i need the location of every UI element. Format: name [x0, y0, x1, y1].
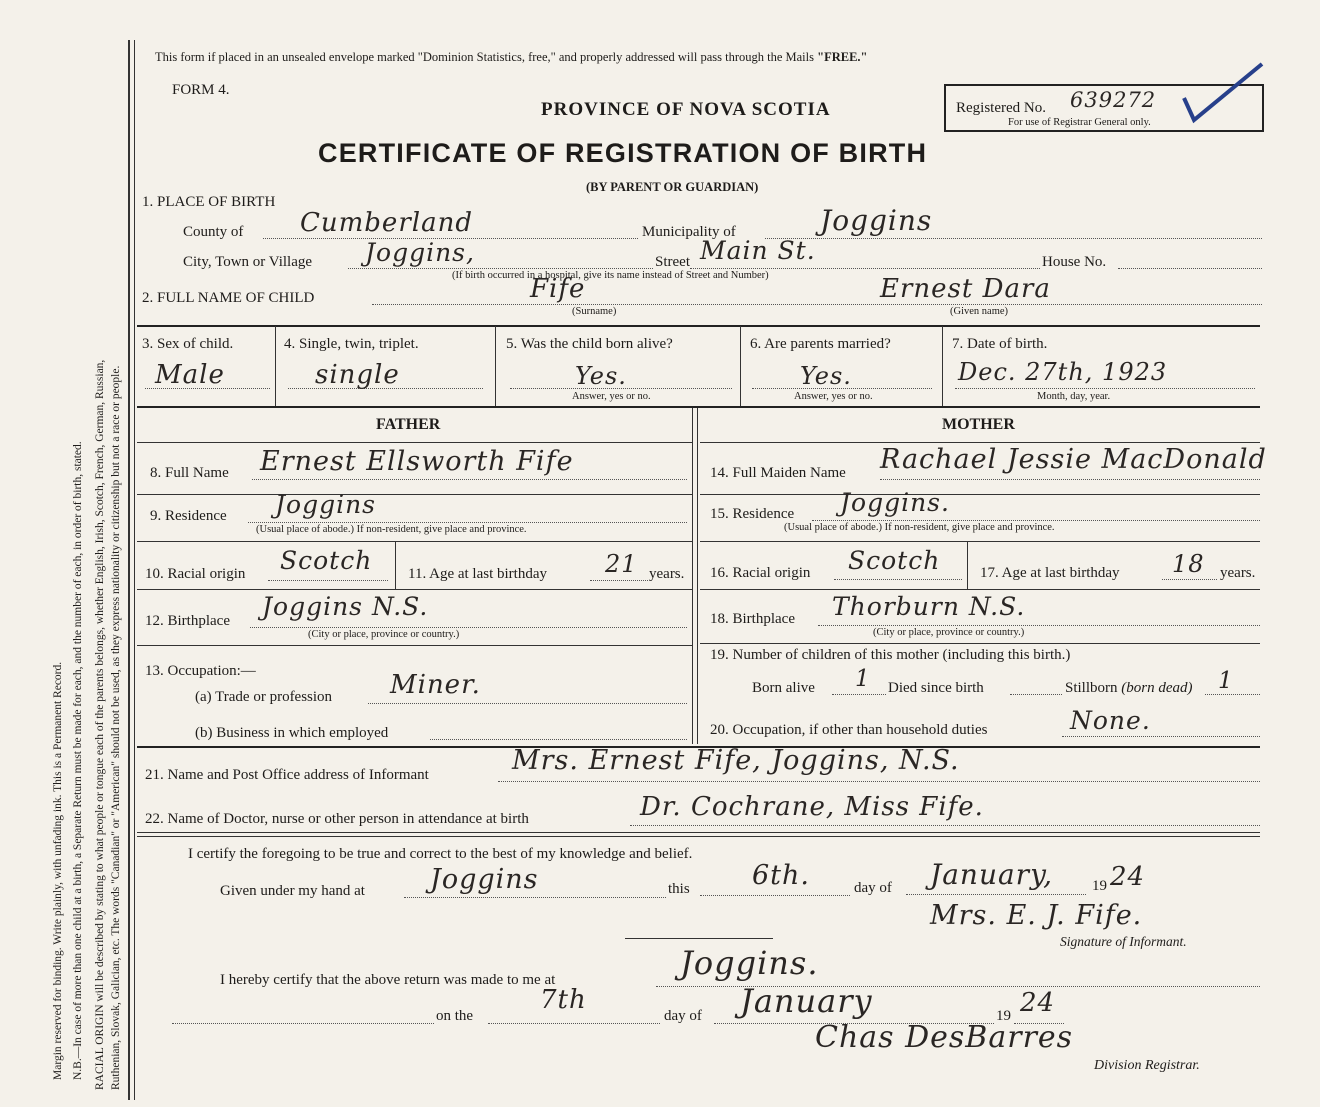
- mother-age-label: 17. Age at last birthday: [980, 565, 1120, 581]
- registered-value: 639272: [1070, 88, 1157, 112]
- municipality-label: Municipality of: [642, 224, 736, 240]
- parents-married-value: Yes.: [800, 362, 852, 390]
- certificate-subtitle: (BY PARENT OR GUARDIAN): [586, 180, 759, 194]
- house-number-label: House No.: [1042, 254, 1107, 270]
- mother-birthplace-label: 18. Birthplace: [710, 611, 795, 627]
- mother-heading: MOTHER: [942, 416, 1015, 433]
- side-note-racial-2: Ruthenian, Slovak, Galician, etc. The words "Canadian" or "American" should not be used, as they express nationality or citizenship but not a race or people.: [110, 365, 122, 1090]
- father-age-label: 11. Age at last birthday: [408, 566, 547, 582]
- single-twin-value: single: [315, 360, 400, 390]
- certificate-title: CERTIFICATE OF REGISTRATION OF BIRTH: [318, 138, 928, 168]
- registrar-signature: Chas DesBarres: [815, 1020, 1074, 1055]
- mother-birthplace-note: (City or place, province or country.): [873, 627, 1025, 638]
- parents-married-label: 6. Are parents married?: [750, 336, 891, 352]
- stillborn-value: 1: [1218, 668, 1234, 694]
- municipality-value: Joggins: [820, 204, 933, 237]
- margin-rule-inner: [134, 40, 135, 1100]
- mother-name-value: Rachael Jessie MacDonald: [880, 444, 1267, 475]
- county-label: County of: [183, 224, 244, 240]
- parents-married-note: Answer, yes or no.: [794, 391, 873, 402]
- mother-age-value: 18: [1172, 550, 1205, 578]
- province-heading: PROVINCE OF NOVA SCOTIA: [541, 99, 831, 120]
- child-name-label: 2. FULL NAME OF CHILD: [142, 290, 315, 306]
- born-alive-note: Answer, yes or no.: [572, 391, 651, 402]
- child-given-value: Ernest Dara: [880, 274, 1051, 304]
- given-under-hand-label: Given under my hand at: [220, 883, 365, 899]
- father-age-value: 21: [605, 550, 638, 578]
- surname-note: (Surname): [572, 306, 617, 317]
- father-business-label: (b) Business in which employed: [195, 725, 389, 741]
- attendant-label: 22. Name of Doctor, nurse or other person in attendance at birth: [145, 811, 529, 827]
- date-of-birth-note: Month, day, year.: [1037, 391, 1111, 402]
- certify-day-value: 6th.: [752, 860, 810, 891]
- registrar-statement: I hereby certify that the above return was made to me at: [220, 972, 556, 988]
- mother-residence-note: (Usual place of abode.) If non-resident, give place and province.: [784, 522, 1055, 533]
- sex-value: Male: [155, 360, 225, 390]
- registrar-year-value: 24: [1020, 988, 1056, 1018]
- certify-year-prefix: 19: [1092, 878, 1107, 894]
- mother-residence-value: Joggins.: [840, 488, 950, 517]
- born-alive-count-label: Born alive: [752, 680, 815, 696]
- hospital-note: (If birth occurred in a hospital, give its name instead of Street and Number): [452, 270, 769, 281]
- registered-number-box: [944, 84, 1264, 132]
- city-label: City, Town or Village: [183, 254, 313, 270]
- form-number: FORM 4.: [172, 82, 230, 98]
- registrar-day-value: 7th: [540, 985, 587, 1015]
- certify-month-value: January,: [930, 858, 1054, 891]
- mail-note: This form if placed in an unsealed envelope marked "Dominion Statistics, free," and properly addressed will pass through the Mails "FREE.": [155, 50, 868, 64]
- informant-value: Mrs. Ernest Fife, Joggins, N.S.: [512, 745, 960, 776]
- check-mark-icon: [1176, 58, 1276, 128]
- county-value: Cumberland: [300, 208, 473, 238]
- mother-occupation-label: 20. Occupation, if other than household duties: [710, 722, 988, 738]
- registered-note: For use of Registrar General only.: [1008, 117, 1151, 128]
- given-name-note: (Given name): [950, 306, 1009, 317]
- side-note-racial: RACIAL ORIGIN will be described by stating to what people or tongue each of the parents belongs, whether English, Irish, Scotch, French, German, Russian,: [94, 359, 106, 1090]
- certify-year-value: 24: [1110, 862, 1146, 892]
- registrar-year-prefix: 19: [996, 1008, 1011, 1024]
- father-residence-note: (Usual place of abode.) If non-resident, give place and province.: [256, 524, 527, 535]
- certify-statement: I certify the foregoing to be true and correct to the best of my knowledge and belief.: [188, 846, 693, 862]
- mother-residence-label: 15. Residence: [710, 506, 795, 522]
- division-registrar-label: Division Registrar.: [1094, 1058, 1200, 1073]
- registrar-day-of-label: day of: [664, 1008, 702, 1024]
- mother-birthplace-value: Thorburn N.S.: [832, 592, 1026, 621]
- mother-name-label: 14. Full Maiden Name: [710, 465, 846, 481]
- father-occupation-label: 13. Occupation:—: [145, 663, 256, 679]
- stillborn-label: Stillborn (born dead): [1065, 680, 1193, 696]
- children-count-label: 19. Number of children of this mother (including this birth.): [710, 647, 1071, 663]
- signature-informant-label: Signature of Informant.: [1060, 934, 1187, 949]
- father-heading: FATHER: [376, 416, 441, 433]
- attendant-value: Dr. Cochrane, Miss Fife.: [640, 792, 984, 822]
- mother-race-label: 16. Racial origin: [710, 565, 811, 581]
- mother-age-unit: years.: [1220, 565, 1256, 581]
- father-trade-value: Miner.: [390, 670, 481, 700]
- sex-label: 3. Sex of child.: [142, 336, 234, 352]
- father-birthplace-value: Joggins N.S.: [262, 592, 429, 621]
- father-residence-value: Joggins: [275, 490, 377, 519]
- father-birthplace-note: (City or place, province or country.): [308, 629, 460, 640]
- father-name-label: 8. Full Name: [150, 465, 229, 481]
- city-value: Joggins,: [365, 238, 475, 267]
- born-alive-label: 5. Was the child born alive?: [506, 336, 673, 352]
- child-surname-value: Fife: [530, 274, 586, 304]
- father-birthplace-label: 12. Birthplace: [145, 613, 230, 629]
- mother-race-value: Scotch: [848, 546, 941, 575]
- registrar-month-value: January: [740, 982, 873, 1020]
- street-label: Street: [655, 254, 690, 270]
- single-twin-label: 4. Single, twin, triplet.: [284, 336, 419, 352]
- margin-rule: [128, 40, 130, 1100]
- registrar-on-the-label: on the: [436, 1008, 474, 1024]
- date-of-birth-value: Dec. 27th, 1923: [958, 358, 1168, 386]
- place-of-birth-label: 1. PLACE OF BIRTH: [142, 194, 276, 210]
- date-of-birth-label: 7. Date of birth.: [952, 336, 1048, 352]
- informant-signature: Mrs. E. J. Fife.: [930, 900, 1143, 931]
- mother-occupation-value: None.: [1070, 706, 1151, 735]
- registrar-place-value: Joggins.: [680, 944, 819, 982]
- born-alive-value: Yes.: [575, 362, 627, 390]
- died-since-birth-label: Died since birth: [888, 680, 984, 696]
- born-alive-count-value: 1: [855, 666, 871, 692]
- this-label: this: [668, 881, 690, 897]
- side-note-nb: N.B.—In case of more than one child at a birth, a Separate Return must be made for each, and the number of each, in order of birth, stated.: [72, 441, 84, 1080]
- father-race-value: Scotch: [280, 546, 373, 575]
- father-residence-label: 9. Residence: [150, 508, 227, 524]
- father-age-unit: years.: [649, 566, 685, 582]
- street-value: Main St.: [700, 236, 816, 265]
- certify-day-of-label: day of: [854, 880, 892, 896]
- side-note-binding: Margin reserved for binding. Write plainly, with unfading ink. This is a Permanent Record.: [52, 661, 64, 1080]
- father-race-label: 10. Racial origin: [145, 566, 246, 582]
- registered-label: Registered No.: [956, 100, 1046, 116]
- informant-label: 21. Name and Post Office address of Informant: [145, 767, 429, 783]
- father-trade-label: (a) Trade or profession: [195, 689, 333, 705]
- given-place-value: Joggins: [430, 864, 539, 895]
- father-name-value: Ernest Ellsworth Fife: [260, 446, 574, 477]
